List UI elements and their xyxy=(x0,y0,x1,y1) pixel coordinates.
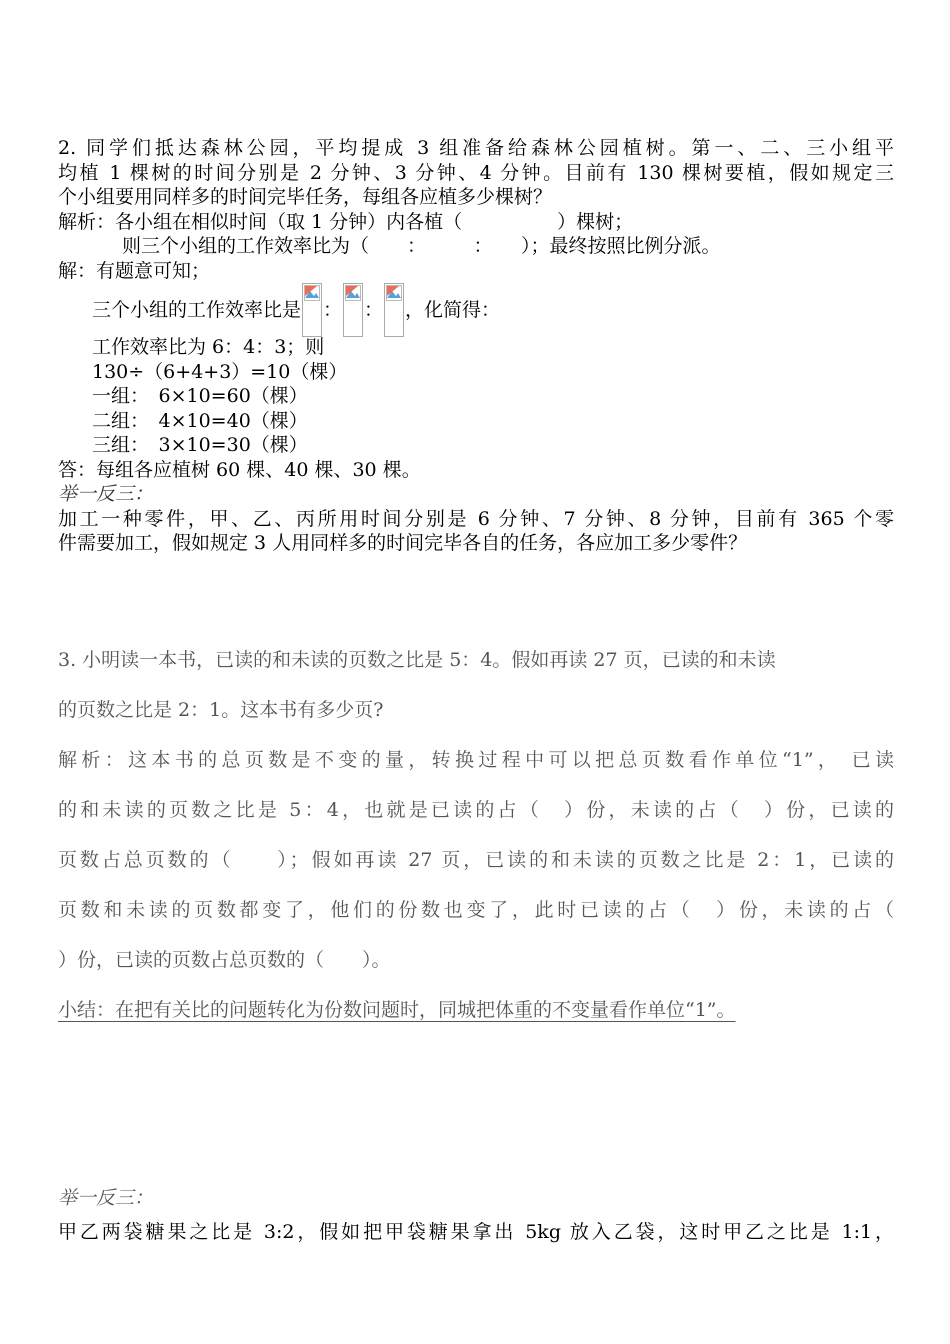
practice-3 xyxy=(58,1181,894,1249)
problem-3-line-3: 解析：这本书的总页数是不变的量，转换过程中可以把总页数看作单位“1”， 已读 xyxy=(58,749,894,771)
practice-title: 举一反三： xyxy=(58,483,154,505)
answer: 答：每组各应植树 60 棵、40 棵、30 棵。 xyxy=(58,458,421,481)
broken-image-icon xyxy=(384,283,404,337)
step-3: 一组： 6×10=60（棵） xyxy=(92,385,308,407)
problem-3-line-5: 页数占总页数的（ ）；假如再读 27 页，已读的和未读的页数之比是 2：1，已读的 xyxy=(58,849,894,871)
problem-3-line-1: 3. 小明读一本书，已读的和未读的页数之比是 5：4。假如再读 27 页，已读的和未读 xyxy=(58,649,776,671)
practice-line-2: 件需要加工，假如规定 3 人用同样多的时间完毕各自的任务，各应加工多少零件？ xyxy=(58,532,748,554)
ratio-separator: ： xyxy=(364,299,384,321)
solution-steps xyxy=(58,335,894,556)
summary: 小结：在把有关比的问题转化为份数问题时，同城把体重的不变量看作单位“1”。 xyxy=(58,999,736,1021)
problem-3-line-7: ）份，已读的页数占总页数的（ ）。 xyxy=(58,949,391,971)
step-5: 三组： 3×10=30（棵） xyxy=(92,434,308,456)
problem-3-line-4: 的和未读的页数之比是 5：4，也就是已读的占（ ）份，未读的占（ ）份，已读的 xyxy=(58,799,894,821)
practice-line-1: 加工一种零件，甲、乙、丙所用时间分别是 6 分钟、7 分钟、8 分钟，目前有 365 个零 xyxy=(58,507,894,530)
problem-3-line-6: 页数和未读的页数都变了，他们的份数也变了，此时已读的占（ ）份，未读的占（ xyxy=(58,899,894,921)
ratio-separator: ： xyxy=(323,299,343,321)
problem-2-line-1: 2. 同学们抵达森林公园，平均提成 3 组准备给森林公园植树。第一、二、三小组平 xyxy=(58,137,894,159)
analysis-line-1: 解析：各小组在相似时间（取 1 分钟）内各植（ ）棵树； xyxy=(58,210,634,233)
step-2: 130÷（6+4+3）=10（棵） xyxy=(92,360,348,383)
problem-2 xyxy=(58,136,894,283)
step-4: 二组： 4×10=40（棵） xyxy=(92,409,308,432)
problem-2-line-3: 个小组要用同样多的时间完毕任务，每组各应植多少棵树？ xyxy=(58,186,553,208)
solution-intro: 解：有题意可知； xyxy=(58,259,211,282)
broken-image-icon xyxy=(343,283,363,337)
ratio-suffix: ，化简得： xyxy=(405,299,501,321)
practice-3-line-1: 甲乙两袋糖果之比是 3:2，假如把甲袋糖果拿出 5kg 放入乙袋，这时甲乙之比是 1:1， xyxy=(58,1221,894,1243)
practice-3-title: 举一反三： xyxy=(58,1187,154,1209)
broken-image-icon xyxy=(302,283,322,337)
problem-2-line-2: 均植 1 棵树的时间分别是 2 分钟、3 分钟、4 分钟。目前有 130 棵树要植，假如规定三 xyxy=(58,161,894,184)
step-1: 工作效率比为 6：4：3；则 xyxy=(92,336,325,358)
problem-3-line-2: 的页数之比是 2：1。这本书有多少页? xyxy=(58,699,384,721)
problem-3 xyxy=(58,635,894,1035)
analysis-line-2: 则三个小组的工作效率比为（ ： ： ）；最终按照比例分派。 xyxy=(122,235,721,257)
ratio-line xyxy=(92,283,852,335)
ratio-prefix: 三个小组的工作效率比是 xyxy=(92,299,302,321)
